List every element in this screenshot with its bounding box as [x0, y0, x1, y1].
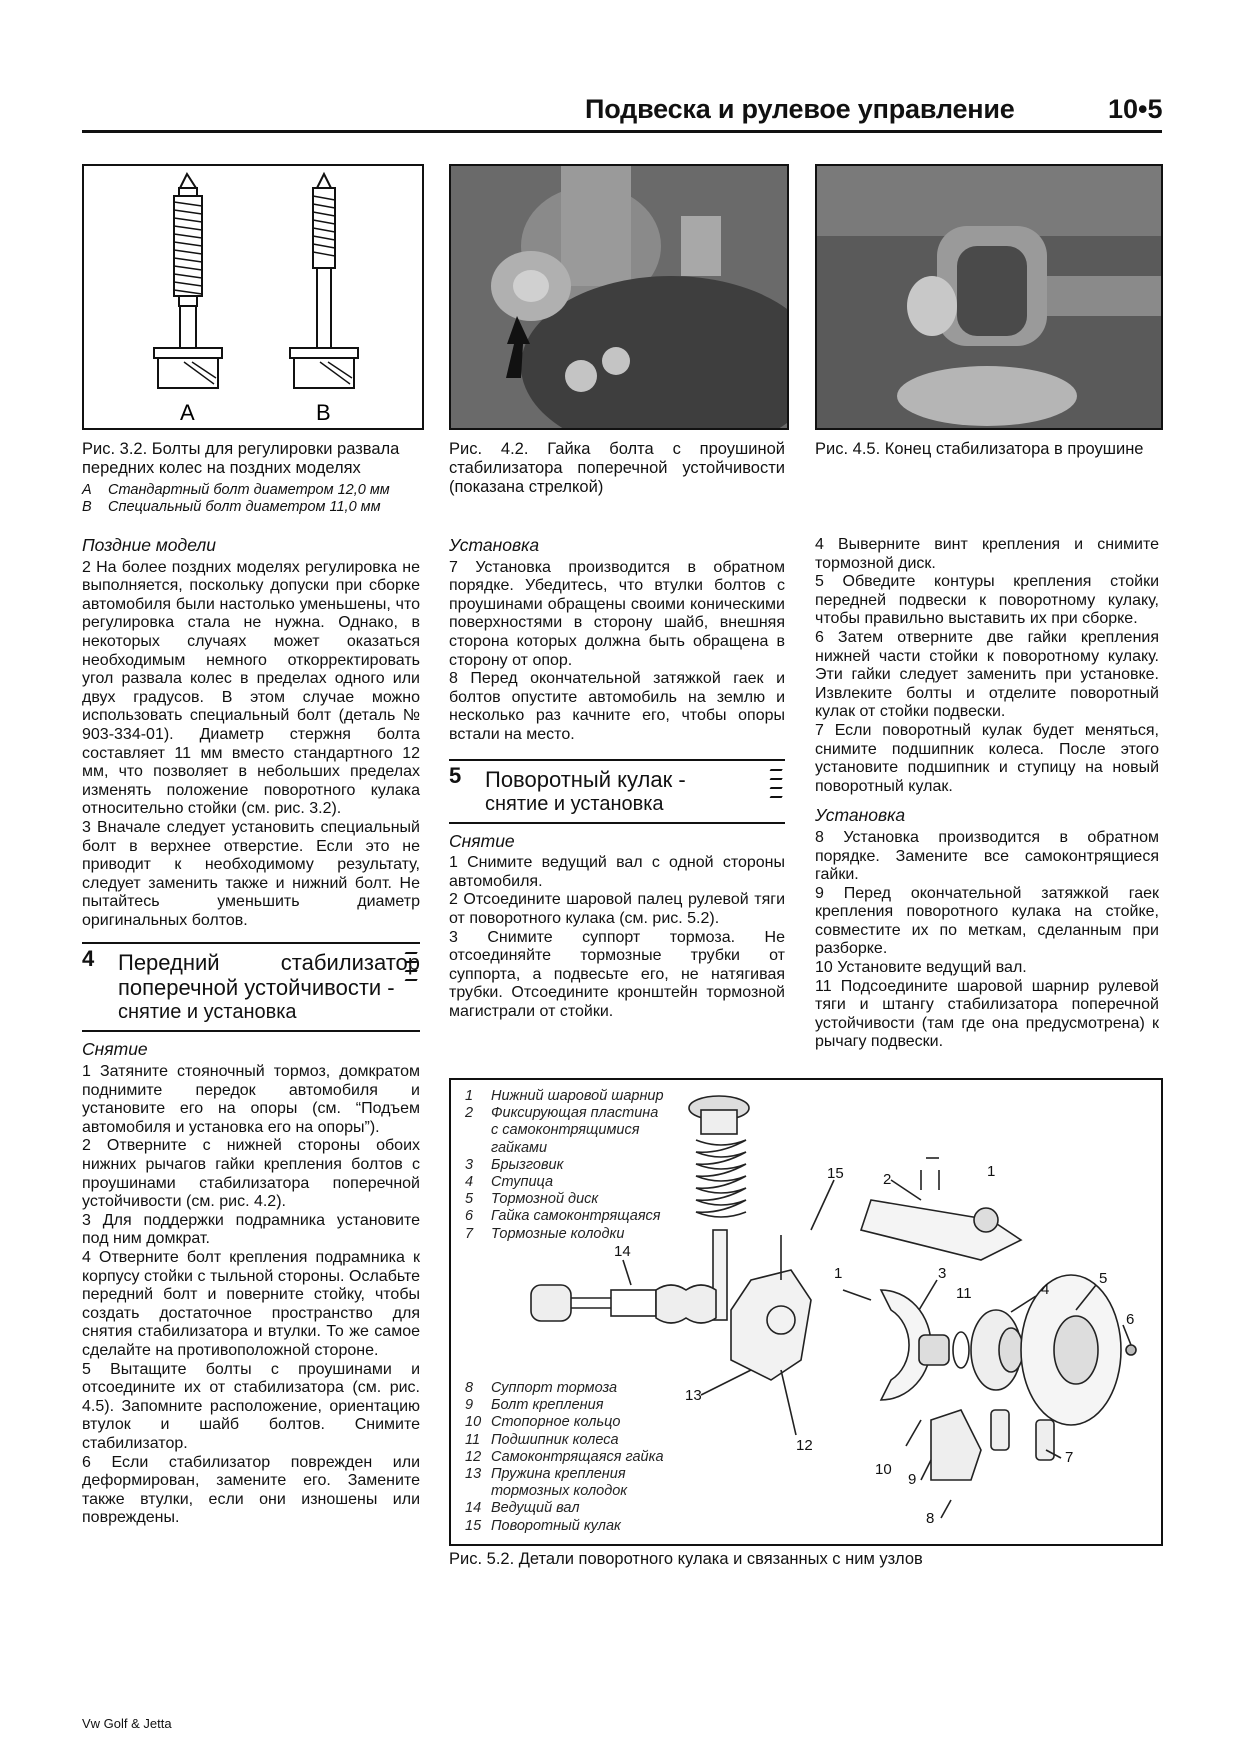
- legend-item: 8 Суппорт тормоза: [465, 1380, 618, 1396]
- legend-key: A: [82, 482, 92, 498]
- legend-item: [82, 499, 420, 516]
- callout-13: 13: [685, 1387, 702, 1404]
- figure-5-2-caption: Рис. 5.2. Детали поворотного кулака и связанных с ним узлов: [449, 1550, 923, 1568]
- section-number: 4: [82, 946, 95, 972]
- figure-3-2-legend: [82, 482, 420, 516]
- figure-4-5-photo: [815, 164, 1163, 430]
- paragraph: 4 Выверните винт крепления и снимите тормозной диск.: [815, 536, 1159, 572]
- figure-4-5-caption: Рис. 4.5. Конец стабилизатора в проушине: [815, 440, 1144, 458]
- paragraph: 11 Подсоедините шаровой шарнир рулевой тяги и штангу стабилизатора поперечной устойчивости (там где она предусмотрена) к рычагу подвески.: [815, 977, 1159, 1051]
- paragraph: 5 Вытащите болты с проушинами и отсоедините их от стабилизатора (см. рис. 4.5). Запомните расположение, ориентацию втулок и шайб болтов. Снимите стабилизатор.: [82, 1360, 420, 1452]
- legend-item: 2 Фиксирующая пластина: [465, 1105, 659, 1122]
- legend-item: 6 Гайка самоконтрящаяся: [465, 1208, 661, 1225]
- paragraph: 3 Снимите суппорт тормоза. Не отсоединяйте тормозные трубки от суппорта, а подвесьте его, не натягивая трубки. Отсоедините кронштейн тормозной магистрали от стойки.: [449, 928, 785, 1020]
- legend-key: B: [82, 499, 92, 515]
- callout-12: 12: [796, 1437, 813, 1454]
- figure-4-2-caption: Рис. 4.2. Гайка болта с проушиной стабилизатора поперечной устойчивости (показана стрелкой): [449, 440, 785, 496]
- paragraph: 1 Снимите ведущий вал с одной стороны автомобиля.: [449, 854, 785, 890]
- legend-item: 5 Тормозной диск: [465, 1191, 599, 1208]
- paragraph: 3 Для поддержки подрамника установите под ним домкрат.: [82, 1211, 420, 1248]
- callout-2: 2: [883, 1171, 892, 1188]
- legend-item: 4 Ступица: [465, 1174, 554, 1191]
- legend-item: [82, 482, 420, 499]
- legend-item: 12 Самоконтрящаяся гайка: [465, 1448, 664, 1465]
- callout-15: 15: [827, 1165, 844, 1182]
- legend-item: 3 Брызговик: [465, 1156, 564, 1173]
- figure-5-2-diagram: [449, 1078, 1163, 1546]
- callout-10: 10: [875, 1461, 892, 1478]
- page-number: 10•5: [1108, 94, 1163, 124]
- callout-4: 4: [1041, 1281, 1050, 1298]
- legend-item: 7 Тормозные колодки: [465, 1225, 625, 1242]
- figure-4-2-photo: [449, 164, 789, 430]
- stabilizer-end-photo: [817, 166, 1161, 428]
- callout-8: 8: [926, 1510, 935, 1527]
- paragraph: 7 Если поворотный кулак будет меняться, снимите подшипник колеса. После этого установите подшипник и ступицу на новый поворотный кулак.: [815, 721, 1159, 795]
- callout-7: 7: [1065, 1449, 1074, 1466]
- page-header-title: Подвеска и рулевое управление: [585, 94, 1015, 124]
- subheading-removal: Снятие: [449, 830, 515, 851]
- paragraph: 10 Установите ведущий вал.: [815, 959, 1027, 977]
- footer-book-title: Vw Golf & Jetta: [82, 1716, 172, 1731]
- callout-9: 9: [908, 1471, 917, 1488]
- column-2: [449, 530, 785, 1021]
- difficulty-icon: [404, 952, 418, 988]
- legend-item: 1 Нижний шаровой шарнир: [465, 1088, 664, 1104]
- callout-5: 5: [1099, 1270, 1108, 1287]
- paragraph: 2 На более поздних моделях регулировка не выполняется, поскольку допуски при сборке автомобиля были настолько уменьшены, что регулировка стала не нужна. Однако, в некоторых случаях может оказаться необходимым немного откорректировать угол развала колес в пределах одного или двух градусов. В этом случае можно использовать специальный болт (деталь № 903-334-01). Диаметр стержня болта составляет 11 мм вместо стандартного 12 мм, что позволяет в небольших пределах изменять положение поворотного кулака относительно стойки (см. рис. 3.2).: [82, 558, 420, 818]
- legend-item: 9 Болт крепления: [465, 1397, 604, 1414]
- paragraph: 8 Перед окончательной затяжкой гаек и болтов опустите автомобиль на землю и несколько раз качните его, чтобы опоры встали на место.: [449, 670, 785, 743]
- paragraph: 2 Отсоедините шаровой палец рулевой тяги от поворотного кулака (см. рис. 5.2).: [449, 891, 785, 927]
- header-rule: [82, 130, 1162, 133]
- section-4-heading: [82, 942, 420, 1032]
- section-subtitle: снятие и установка: [485, 792, 664, 815]
- bolts-drawing: [84, 166, 422, 428]
- paragraph: 4 Отверните болт крепления подрамника к корпусу стойки с тыльной стороны. Ослабьте передний болт и поверните стойку, чтобы создать достаточное пространство для снятия стабилизатора и втулки. То же самое сделайте на противоположной стороне.: [82, 1249, 420, 1359]
- legend-item: 10 Стопорное кольцо: [465, 1414, 621, 1431]
- stabilizer-nut-photo: [451, 166, 787, 428]
- section-title: Передний стабилизатор поперечной устойчивости -: [118, 950, 420, 1001]
- paragraph: 1 Затяните стояночный тормоз, домкратом поднимите передок автомобиля и установите его на опоры (см. “Подъем автомобиля и установка его на опоры”).: [82, 1063, 420, 1136]
- callout-3: 3: [938, 1265, 947, 1282]
- bolt-b-label: B: [316, 400, 331, 425]
- paragraph: 6 Если стабилизатор поврежден или деформирован, замените его. Замените также втулки, если они изношены или повреждены.: [82, 1453, 420, 1527]
- legend-item: 13 Пружина крепления: [465, 1466, 626, 1483]
- figure-3-2-caption: Рис. 3.2. Болты для регулировки развала передних колес на поздних моделях: [82, 440, 400, 477]
- section-number: 5: [449, 762, 462, 788]
- section-title: Поворотный кулак -: [485, 766, 686, 792]
- difficulty-icon: [769, 769, 783, 805]
- subheading-removal: Снятие: [82, 1039, 148, 1060]
- column-1: [82, 530, 420, 1528]
- paragraph: 6 Затем отверните две гайки крепления нижней части стойки к поворотному кулаку. Эти гайки следует заменить при установке. Извлеките болты и отделите поворотный кулак от стойки подвески.: [815, 628, 1159, 721]
- subheading-late-models: Поздние модели: [82, 535, 216, 555]
- legend-text: Стандартный болт диаметром 12,0 мм: [108, 482, 390, 498]
- callout-1: 1: [987, 1163, 996, 1180]
- column-3: [815, 536, 1159, 1052]
- legend-item: гайками: [491, 1139, 548, 1156]
- paragraph: 5 Обведите контуры крепления стойки передней подвески к поворотному кулаку, чтобы правильно выставить их при сборке.: [815, 573, 1159, 628]
- legend-item: с самоконтрящимися: [491, 1122, 640, 1139]
- callout-14: 14: [614, 1243, 631, 1260]
- section-5-heading: [449, 759, 785, 824]
- figure-3-2-bolts: [82, 164, 424, 430]
- legend-item: 11 Подшипник колеса: [465, 1431, 619, 1448]
- paragraph: 3 Вначале следует установить специальный болт в верхнее отверстие. Если это не приводит к необходимому результату, следует заменить также и нижний болт. Не пытайтесь уменьшить диаметр оригинальных болтов.: [82, 818, 420, 929]
- legend-item: 14 Ведущий вал: [465, 1500, 580, 1517]
- legend-item: 15 Поворотный кулак: [465, 1517, 621, 1534]
- legend-item: тормозных колодок: [491, 1483, 628, 1500]
- subheading-installation: Установка: [815, 805, 906, 826]
- paragraph: 9 Перед окончательной затяжкой гаек крепления поворотного кулака на стойке, совместите их по меткам, сделанным при разборке.: [815, 884, 1159, 958]
- paragraph: 2 Отверните с нижней стороны обоих нижних рычагов гайки крепления болтов с проушинами стабилизатора поперечной устойчивости (см. рис. 4.2).: [82, 1137, 420, 1211]
- paragraph: 8 Установка производится в обратном порядке. Замените все самоконтрящиеся гайки.: [815, 828, 1159, 884]
- callout-1-tie-rod: 1: [834, 1265, 843, 1282]
- knuckle-exploded-drawing: [451, 1080, 1161, 1544]
- legend-text: Специальный болт диаметром 11,0 мм: [108, 499, 381, 515]
- callout-6: 6: [1126, 1311, 1135, 1328]
- subheading-installation: Установка: [449, 535, 540, 555]
- callout-11: 11: [956, 1285, 972, 1302]
- paragraph: 7 Установка производится в обратном порядке. Убедитесь, что втулки болтов с проушинами обращены своими коническими поверхностями в сторону шайб, внешняя сторона которых должна быть обращена в сторону от опор.: [449, 558, 785, 669]
- bolt-a-label: A: [180, 400, 195, 425]
- section-subtitle: снятие и установка: [118, 1001, 297, 1024]
